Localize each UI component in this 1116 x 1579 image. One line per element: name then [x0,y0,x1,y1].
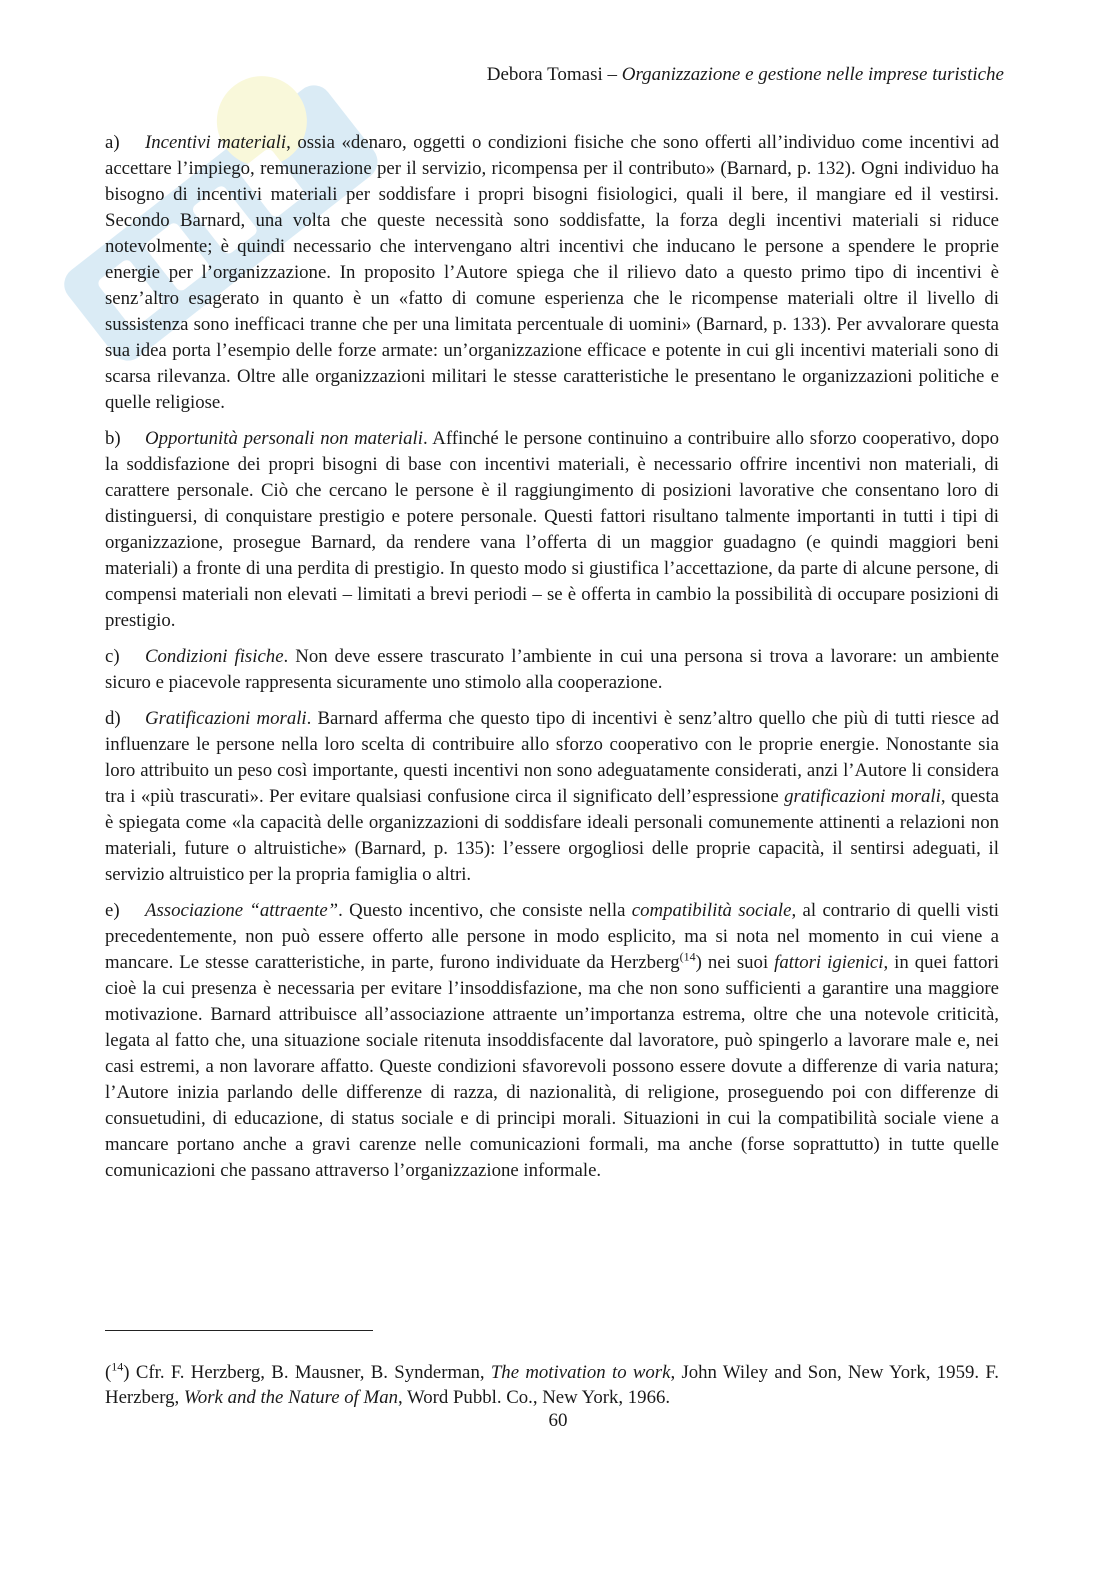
list-marker: b) [105,428,121,449]
header-author: Debora Tomasi [486,64,603,85]
paragraph-text: , al contrario di quelli visti precedentemente, non può essere offerto alle persone in modo esplicito, ma si nota nel momento in cui viene a mancare. Le stesse caratteristiche, in parte, furono individuate da Herzberg [105,900,1000,973]
footnote [105,1360,999,1410]
list-marker: c) [105,646,120,667]
footnote-divider [105,1330,373,1331]
incentive-title: Opportunità personali non materiali [145,428,423,449]
list-marker: d) [105,708,121,729]
list-marker: a) [105,132,120,153]
paragraph-text: . Questo incentivo, che consiste nella [338,900,632,921]
paragraph-text: . Barnard afferma che questo tipo di incentivi è senz’altro quello che più di tutti riesce ad influenzare le persone nella loro scelta di contribuire allo sforzo cooperativo con le proprie energie. Nonostante sia loro attribuito un peso così importante, questi incentivi non sono adeguatamente considerati, anzi l’Autore li considera tra i «più trascurati». Per evitare qualsiasi confusione circa il significato dell’espressione [105,708,999,807]
emphasis: gratificazioni morali [784,786,941,807]
paragraph-text: . Non deve essere trascurato l’ambiente in cui una persona si trova a lavorare: un ambiente sicuro e piacevole rappresenta sicuramente uno stimolo alla cooperazione. [105,646,999,693]
paragraph-d [105,706,999,888]
header-title: Organizzazione e gestione nelle imprese turistiche [621,64,1004,85]
footnote-ref: (14 [679,949,696,964]
paragraph-text: ) nei suoi [695,952,775,973]
footnote-text: , Word Pubbl. Co., New York, 1966. [397,1387,671,1408]
emphasis: compatibilità sociale [631,900,792,921]
header-separator: – [602,64,622,85]
incentive-title: Incentivi materiali [145,132,287,153]
paragraph-text: , questa è spiegata come «la capacità delle organizzazioni di soddisfare ideali personali comunemente attinenti a relazioni non materiali, future o altruistiche» (Barnard, p. 135): l’essere orgogliosi delle proprie capacità, il sentirsi adeguati, il servizio altruistico per la propria famiglia o altri. [105,786,999,885]
incentive-title: Associazione “attraente” [145,900,339,921]
page-number: 60 [548,1410,568,1431]
paragraph-text: . Affinché le persone continuino a contribuire allo sforzo cooperativo, dopo la soddisfazione dei propri bisogni di base con incentivi materiali, è necessario offrire incentivi non materiali, di carattere personale. Ciò che cercano le persone è il raggiungimento di posizioni lavorative che consentano loro di distinguersi, di conquistare prestigio e potere personale. Questi fattori risultano talmente importanti in tutti i tipi di organizzazione, prosegue Barnard, da rendere vana l’offerta di un maggior guadagno (e quindi maggiori beni materiali) a fronte di una perdita di prestigio. In questo modo si giustifica l’accettazione, da parte di alcune persone, di compensi materiali non elevati – limitati a brevi periodi – se è offerta in cambio la possibilità di occupare posizioni di prestigio. [105,428,999,631]
incentive-title: Condizioni fisiche [145,646,284,667]
paragraph-text: , ossia «denaro, oggetti o condizioni fisiche che sono offerti all’individuo come incentivi ad accettare l’impiego, remunerazione per il servizio, ricompensa per il contributo» (Barnard, p. 132). Ogni individuo ha bisogno di incentivi materiali per soddisfare i propri bisogni fisiologici, quali il bere, il mangiare ed il vestirsi. Secondo Barnard, una volta che queste necessità sono soddisfatte, la forza degli incentivi materiali si riduce notevolmente; è quindi necessario che intervengano altri incentivi che inducano le persone a spendere le proprie energie per l’organizzazione. In proposito l’Autore spiega che il rilievo dato a questo primo tipo di incentivi è senz’altro esagerato in quanto è un «fatto di comune esperienza che le ricompense materiali oltre il livello di sussistenza sono inefficaci tranne che per una limitata percentuale di uomini» (Barnard, p. 133). Per avvalorare questa sua idea porta l’esempio delle forze armate: un’organizzazione efficace e potente in cui gli incentivi materiali sono di scarsa rilevanza. Oltre alle organizzazioni militari le stesse caratteristiche le presentano le organizzazioni politiche e quelle religiose. [105,132,999,413]
footnote-text: , John Wiley and Son, New York, 1959. F. Herzberg, [105,1362,999,1408]
incentive-title: Gratificazioni morali [145,708,307,729]
paragraph-e [105,898,999,1184]
paragraph-c [105,644,999,696]
list-marker: e) [105,900,120,921]
footnote-open: ( [105,1362,112,1383]
book-title: Work and the Nature of Man [183,1387,398,1408]
body-text [105,130,999,1194]
footnote-text: ) Cfr. F. Herzberg, B. Mausner, B. Synderman, [123,1362,491,1383]
footnote-number: 14 [111,1359,124,1374]
paragraph-text: , in quei fattori cioè la cui presenza è necessaria per evitare l’insoddisfazione, ma che non sono sufficienti a garantire una maggiore motivazione. Barnard attribuisce all’associazione attraente un’importanza estrema, oltre che una notevole criticità, legata al fatto che, una situazione sociale ritenuta insoddisfacente dal lavoratore, può spingerlo a lavorare male e, nei casi estremi, a non lavorare affatto. Queste condizioni sfavorevoli possono essere dovute a differenze di varia natura; l’Autore inizia parlando delle differenze di razza, di nazionalità, di religione, proseguendo poi con differenze di consuetudini, di educazione, di status sociale e di principi morali. Situazioni in cui la compatibilità sociale viene a mancare portano anche a gravi carenze nelle comunicazioni formali, ma anche (forse soprattutto) in tutte quelle comunicazioni che passano attraverso l’organizzazione informale. [105,952,1000,1181]
paragraph-b [105,426,999,634]
book-title: The motivation to work [490,1362,671,1383]
emphasis: fattori igienici [774,952,884,973]
running-header [487,64,1004,86]
paragraph-a [105,130,999,416]
